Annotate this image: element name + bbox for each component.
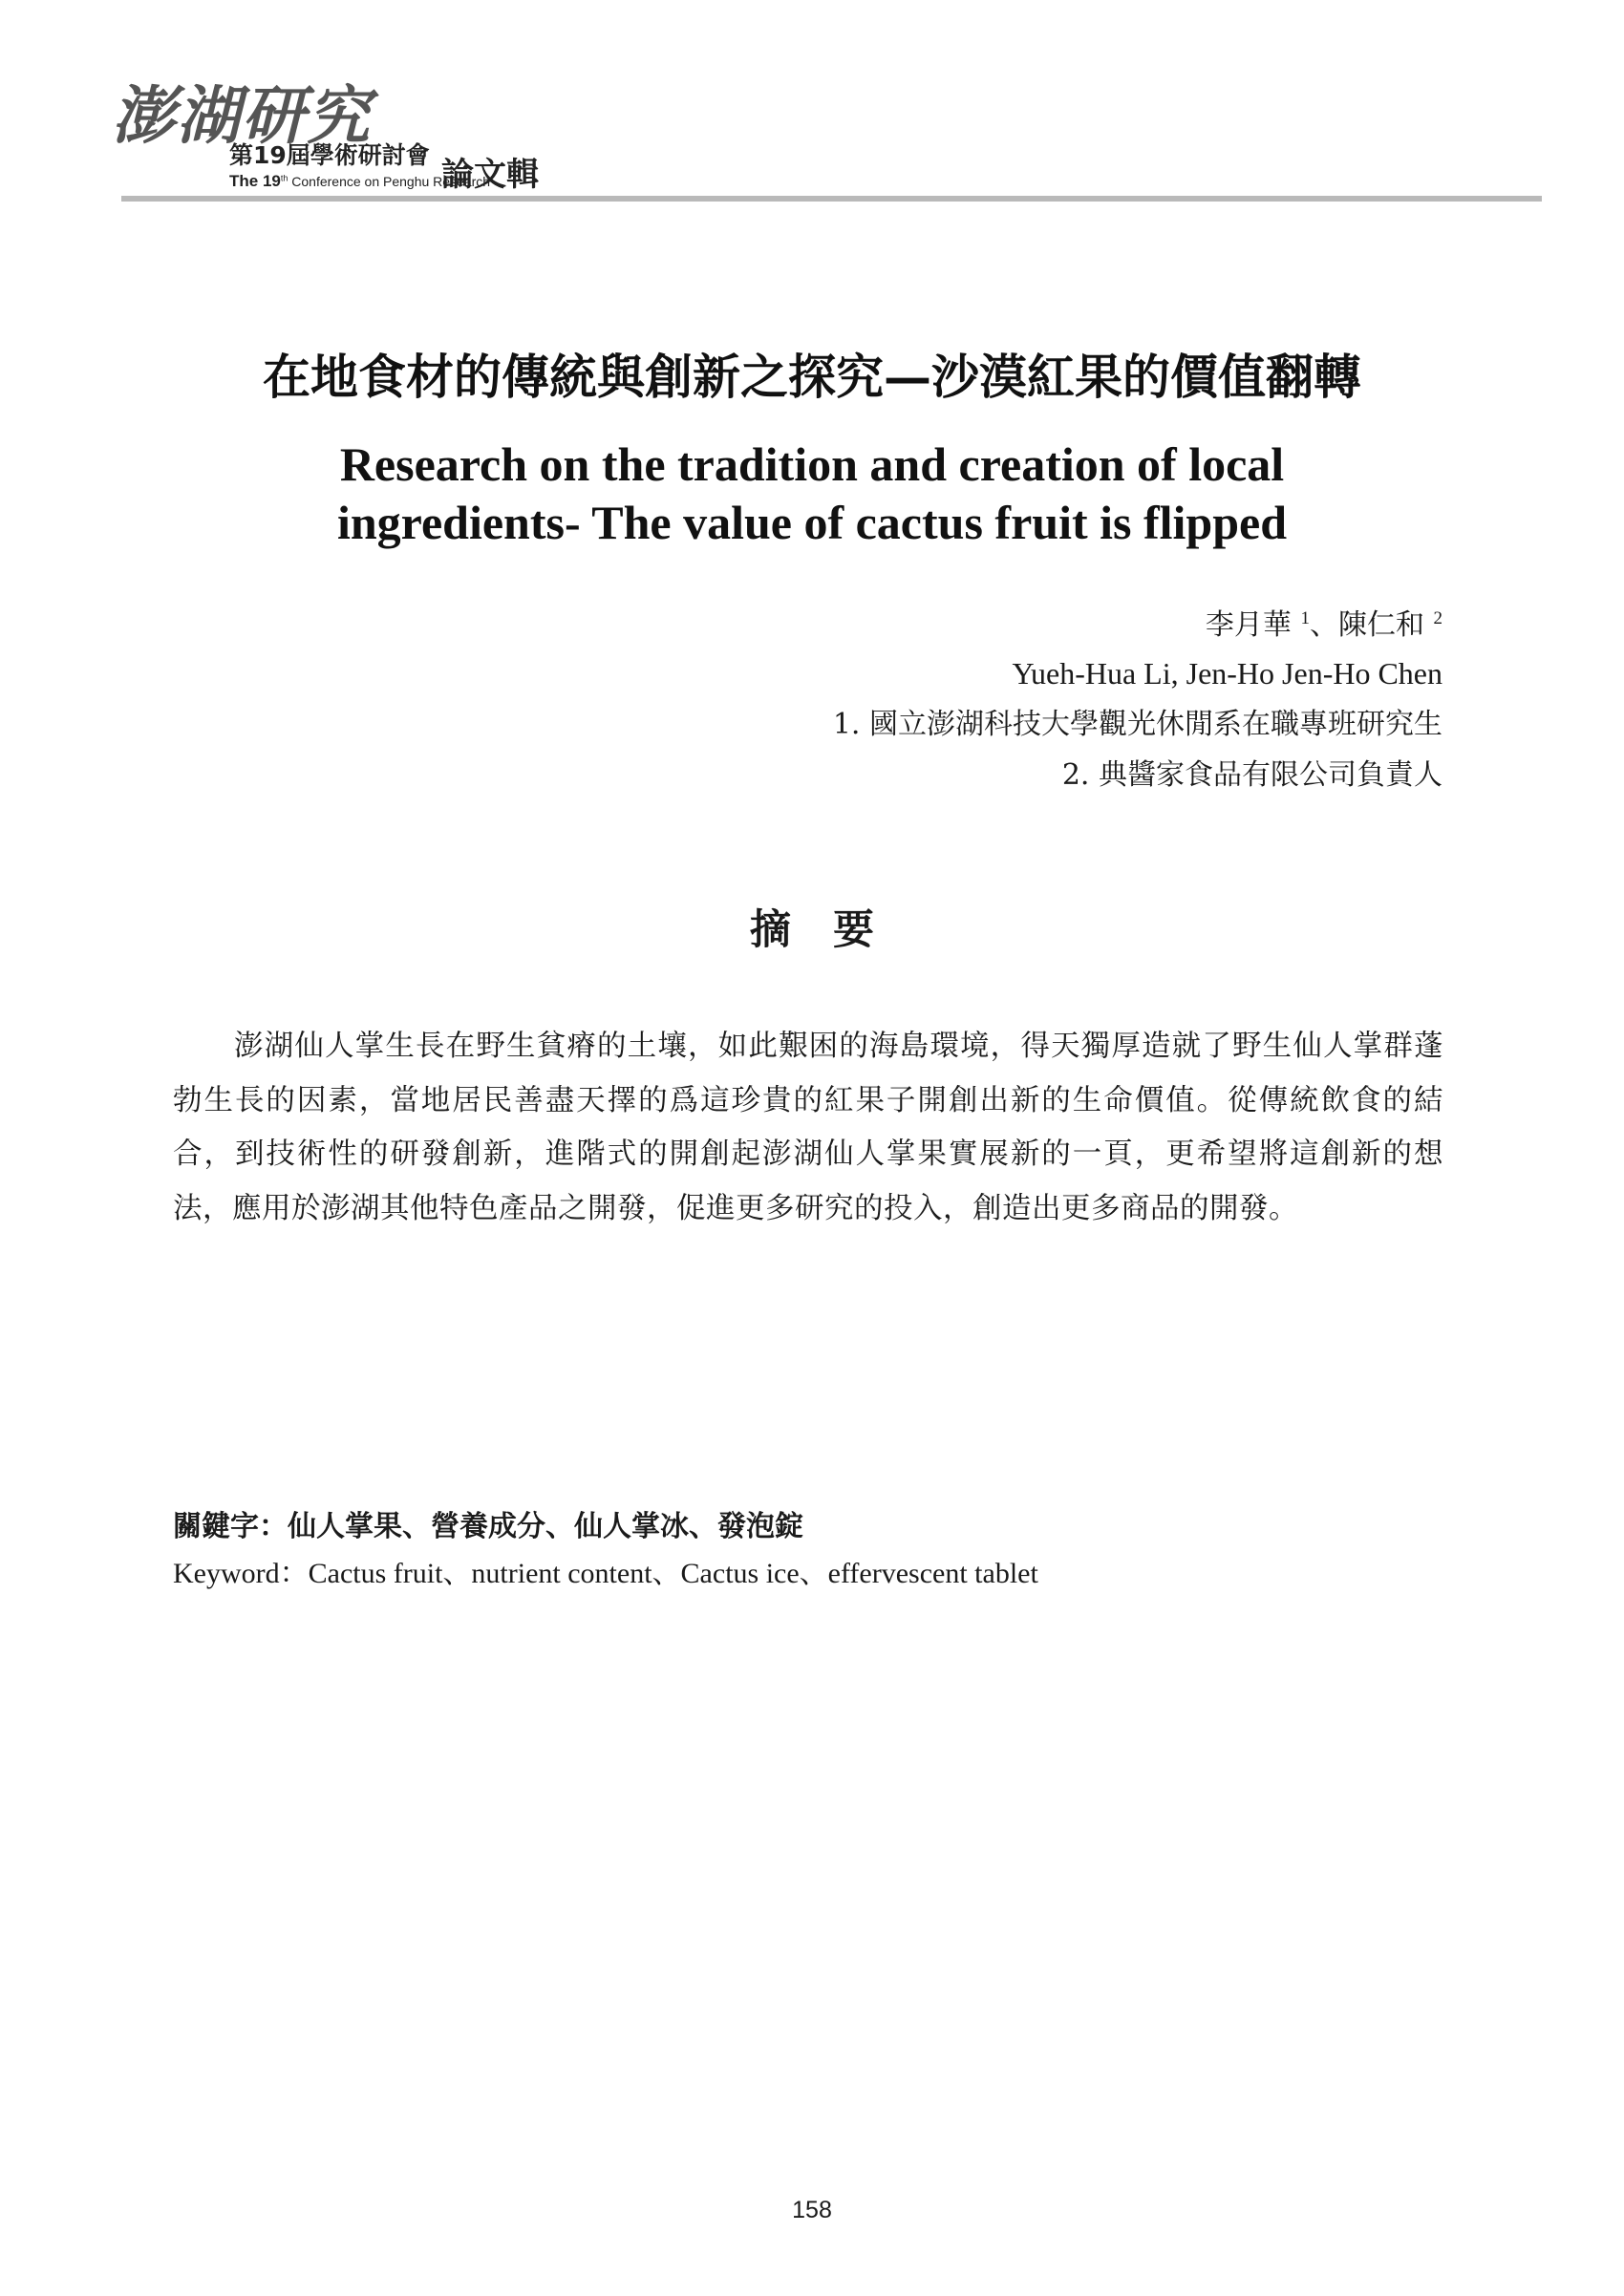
paper-title-en bbox=[0, 436, 1624, 552]
keywords-en: Keyword：Cactus fruit、nutrient content、Cactus ice、effervescent tablet bbox=[173, 1558, 1038, 1589]
author-block bbox=[833, 597, 1442, 800]
conference-title: 第19屆學術研討會 bbox=[229, 141, 430, 169]
author2-name: 陳仁和 bbox=[1337, 608, 1424, 642]
affiliation-1: 1. 國立澎湖科技大學觀光休閒系在職專班研究生 bbox=[832, 708, 1442, 741]
journal-logo: 澎湖研究 bbox=[112, 78, 372, 153]
proceedings-label: 論文輯 bbox=[441, 156, 539, 194]
page-number: 158 bbox=[792, 2197, 832, 2223]
abstract-heading: 摘要 bbox=[750, 906, 916, 954]
author1-name: 李月華 bbox=[1205, 608, 1292, 642]
conference-name-en: Conference on Penghu Research bbox=[291, 174, 491, 189]
paper-title-zh: 在地食材的傳統與創新之探究—沙漠紅果的價值翻轉 bbox=[263, 349, 1361, 405]
paper-title-en-line1: Research on the tradition and creation of local bbox=[339, 437, 1285, 491]
authors-en: Yueh-Hua Li, Jen-Ho Jen-Ho Chen bbox=[1012, 656, 1442, 691]
abstract-body: 澎湖仙人掌生長在野生貧瘠的土壤，如此艱困的海島環境，得天獨厚造就了野生仙人掌群蓬勃生長的因素，當地居民善盡天擇的爲這珍貴的紅果子開創出新的生命價值。從傳統飲食的結合，到技術性的研發創新，進階式的開創起澎湖仙人掌果實展新的一頁，更希望將這創新的想法，應用於澎湖其他特色產品之開發，促進更多研究的投入，創造出更多商品的開發。 bbox=[173, 1030, 1443, 1225]
authors-zh bbox=[833, 597, 1442, 648]
author-separator: 、 bbox=[1309, 608, 1338, 642]
author2-affiliation-mark: 2 bbox=[1433, 608, 1442, 628]
ordinal-suffix: th bbox=[280, 173, 288, 183]
keywords-zh: 關鍵字：仙人掌果、營養成分、仙人掌冰、發泡錠 bbox=[173, 1510, 803, 1543]
affiliation-2: 2. 典醬家食品有限公司負責人 bbox=[1061, 758, 1442, 792]
conference-number: The 19 bbox=[229, 172, 281, 190]
header-divider bbox=[121, 196, 1542, 202]
author1-affiliation-mark: 1 bbox=[1300, 608, 1310, 628]
paper-title-en-line2: ingredients- The value of cactus fruit is flipped bbox=[336, 496, 1288, 549]
